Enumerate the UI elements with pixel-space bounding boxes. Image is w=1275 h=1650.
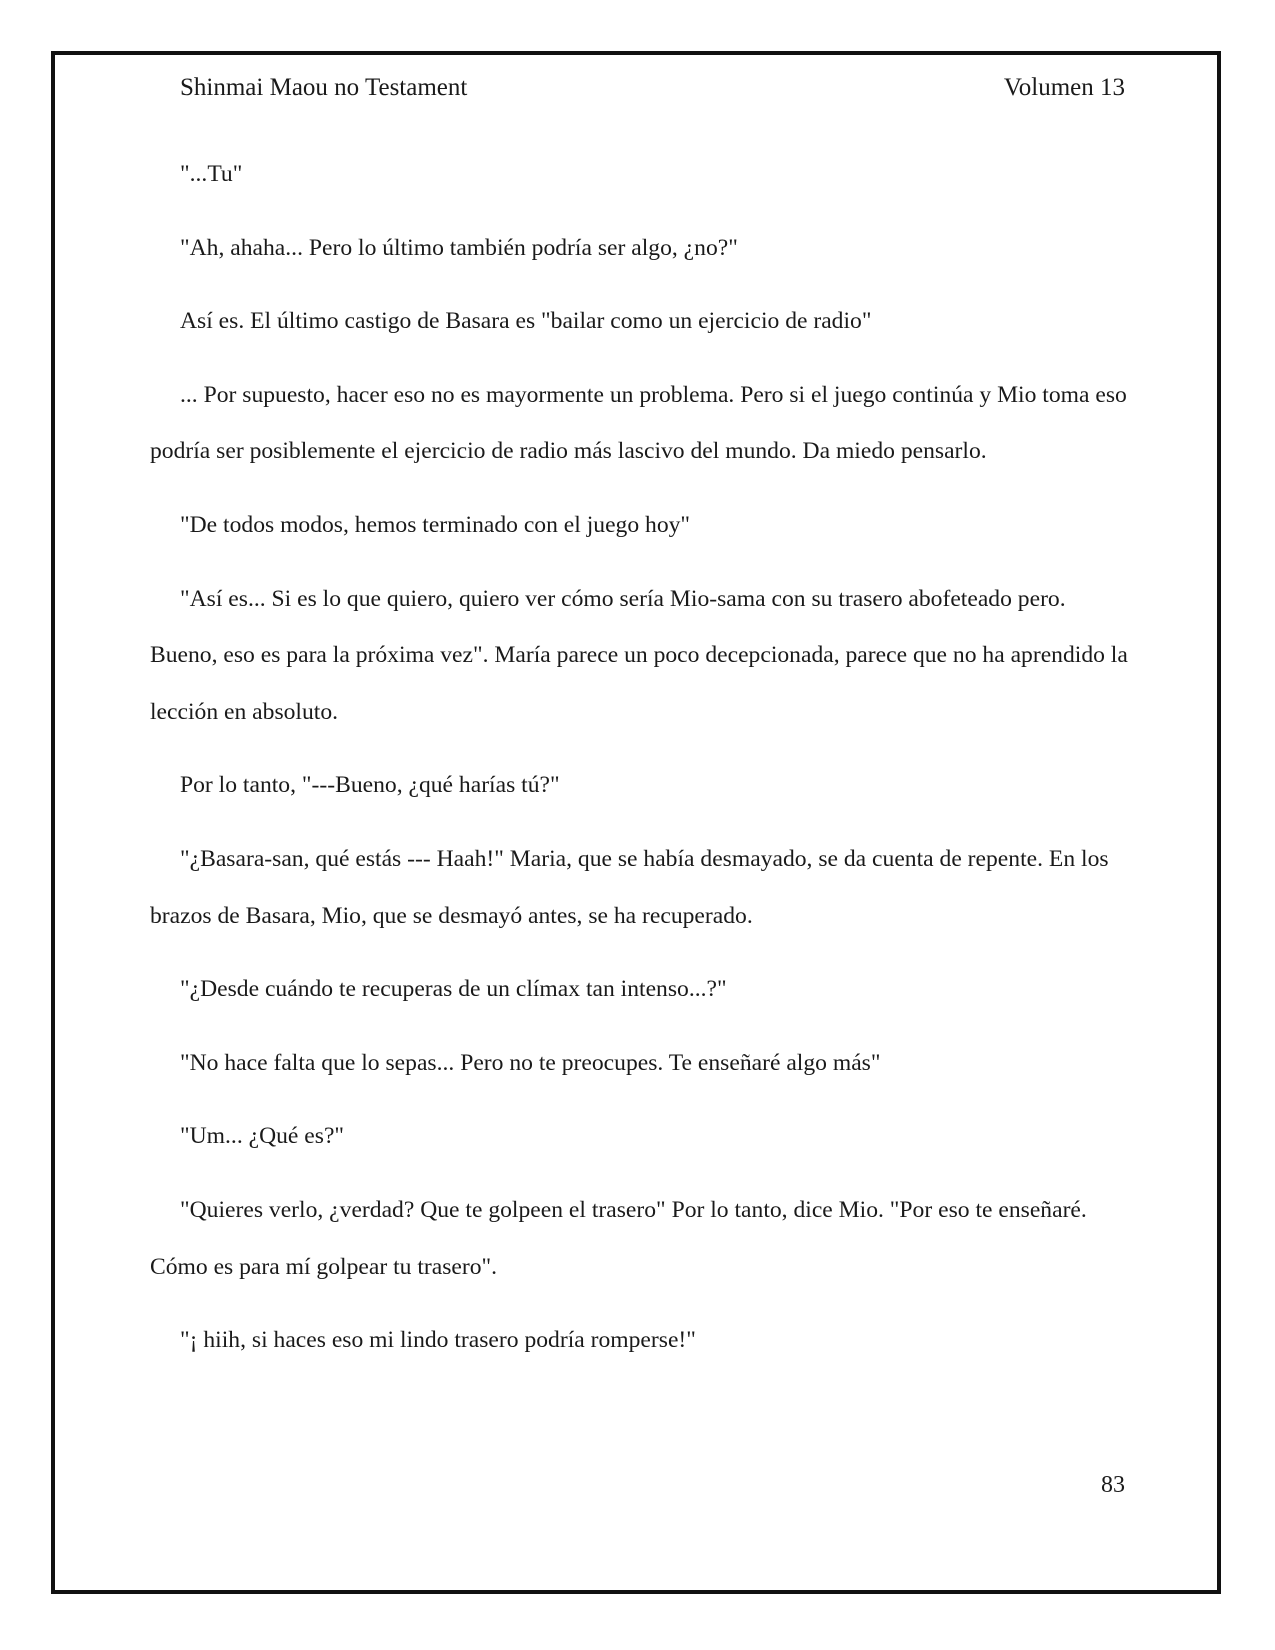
paragraph: "No hace falta que lo sepas... Pero no te preocupes. Te enseñaré algo más" <box>180 1049 881 1076</box>
paragraph: "Ah, ahaha... Pero lo último también podría ser algo, ¿no?" <box>180 234 738 261</box>
paragraph: "De todos modos, hemos terminado con el juego hoy" <box>180 511 691 538</box>
paragraph: "Quieres verlo, ¿verdad? Que te golpeen el trasero" Por lo tanto, dice Mio. "Por eso te enseñaré. Cómo es para mí golpear tu trasero". <box>150 1196 1087 1280</box>
paragraph: "¡ hiih, si haces eso mi lindo trasero podría romperse!" <box>180 1327 696 1354</box>
paragraph: "Así es... Si es lo que quiero, quiero ver cómo sería Mio-sama con su trasero abofeteado pero. Bueno, eso es para la próxima vez". María parece un poco decepcionada, parece que no ha aprendido la lección en absoluto. <box>150 585 1128 725</box>
book-title: Shinmai Maou no Testament <box>180 74 468 101</box>
paragraph: Por lo tanto, "---Bueno, ¿qué harías tú?" <box>180 772 560 799</box>
paragraph: "...Tu" <box>180 161 243 187</box>
paragraph: "¿Basara-san, qué estás --- Haah!" Maria, que se había desmayado, se da cuenta de repente. En los brazos de Basara, Mio, que se desmayó antes, se ha recuperado. <box>150 845 1109 929</box>
body-text <box>150 146 1130 1386</box>
paragraph: "Um... ¿Qué es?" <box>180 1123 345 1150</box>
volume-label: Volumen 13 <box>1003 74 1125 101</box>
paragraph: "¿Desde cuándo te recuperas de un clímax tan intenso...?" <box>180 976 727 1003</box>
paragraph: Así es. El último castigo de Basara es "bailar como un ejercicio de radio" <box>180 308 872 335</box>
paragraph: ... Por supuesto, hacer eso no es mayormente un problema. Pero si el juego continúa y Mio toma eso podría ser posiblemente el ejercicio de radio más lascivo del mundo. Da miedo pensarlo. <box>150 381 1127 465</box>
page-number: 83 <box>1101 1472 1125 1498</box>
